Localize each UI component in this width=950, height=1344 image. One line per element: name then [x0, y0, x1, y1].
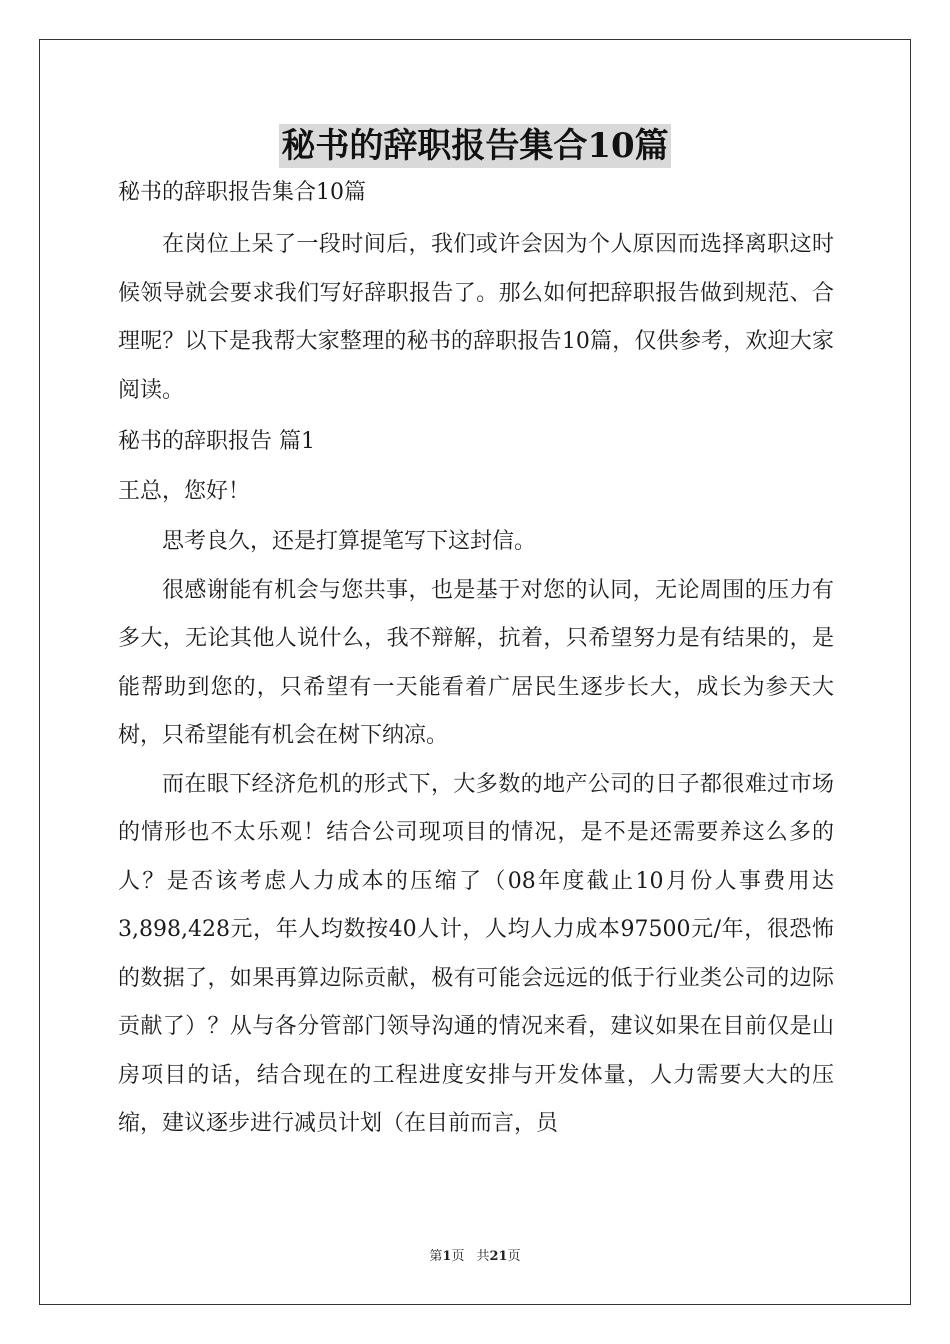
- section-heading: 秘书的辞职报告 篇1: [118, 429, 315, 454]
- document-title: 秘书的辞职报告集合10篇: [281, 126, 669, 166]
- document-body: [118, 178, 834, 1149]
- page-prefix: 第: [429, 1249, 443, 1264]
- total-pages: 21: [489, 1249, 508, 1264]
- intro-paragraph: 在岗位上呆了一段时间后，我们或许会因为个人原因而选择离职这时候领导就会要求我们写好辞职报告了。那么如何把辞职报告做到规范、合理呢？以下是我帮大家整理的秘书的辞职报告10篇，仅供参考，欢迎大家阅读。: [118, 232, 834, 403]
- page-footer: [0, 1248, 950, 1266]
- body-paragraph-3: 而在眼下经济危机的形式下，大多数的地产公司的日子都很难过市场的情形也不太乐观！结合公司现项目的情况，是不是还需要养这么多的人？是否该考虑人力成本的压缩了（08年度截止10月份人事费用达3,898,428元，年人均数按40人计，人均人力成本97500元/年，很恐怖的数据了，如果再算边际贡献，极有可能会远远的低于行业类公司的边际贡献了）？从与各分管部门领导沟通的情况来看，建议如果在目前仅是山房项目的话，结合现在的工程进度安排与开发体量，人力需要大大的压缩，建议逐步进行减员计划（在目前而言，员: [118, 771, 834, 1136]
- salutation: 王总，您好！: [118, 479, 251, 504]
- title-container: [0, 124, 950, 168]
- body-paragraph-1: 思考良久，还是打算提笔写下这封信。: [162, 529, 537, 554]
- document-subtitle: 秘书的辞职报告集合10篇: [118, 180, 366, 205]
- body-paragraph-2: 很感谢能有机会与您共事，也是基于对您的认同，无论周围的压力有多大，无论其他人说什么，我不辩解，抗着，只希望努力是有结果的，是能帮助到您的，只希望有一天能看着广居民生逐步长大，成长为参天大树，只希望能有机会在树下纳凉。: [118, 577, 834, 748]
- page-suffix: 页: [451, 1249, 465, 1264]
- page-current: 1: [442, 1249, 452, 1264]
- total-suffix: 页: [507, 1249, 521, 1264]
- total-prefix: 共: [476, 1249, 490, 1264]
